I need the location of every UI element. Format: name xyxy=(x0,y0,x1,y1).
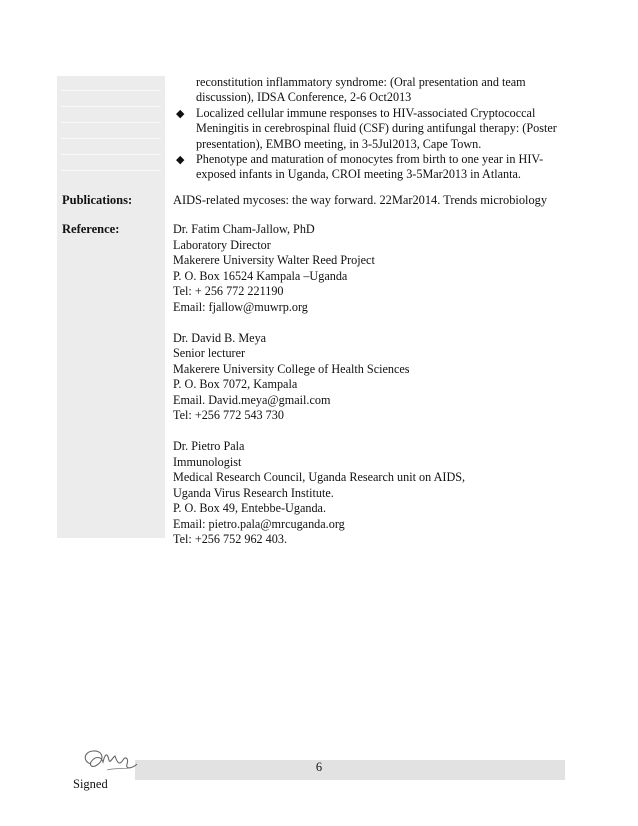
text-line: Email: fjallow@muwrp.org xyxy=(173,299,308,314)
continued-entry xyxy=(196,75,576,106)
text-line: Meningitis in cerebrospinal fluid (CSF) during antifungal therapy: (Poster xyxy=(196,121,557,136)
text-line: discussion), IDSA Conference, 2-6 Oct2013 xyxy=(196,90,412,105)
text-line: Uganda Virus Research Institute. xyxy=(173,485,334,500)
text-line: P. O. Box 7072, Kampala xyxy=(173,377,298,391)
text-line: Medical Research Council, Uganda Research unit on AIDS, xyxy=(173,470,466,484)
divider xyxy=(61,106,161,107)
list-item xyxy=(176,105,576,152)
presentations-list xyxy=(176,75,576,183)
reference-entry xyxy=(173,439,465,548)
reference-name: Dr. Pietro Pala xyxy=(173,439,245,453)
reference-entry xyxy=(173,222,465,315)
divider xyxy=(61,90,161,91)
text-line: Senior lecturer xyxy=(173,346,246,360)
signed-label: Signed xyxy=(73,777,108,791)
text-line: P. O. Box 49, Entebbe-Uganda. xyxy=(173,501,326,515)
text-line: Makerere University Walter Reed Project xyxy=(173,253,375,267)
divider xyxy=(61,170,161,171)
divider xyxy=(61,122,161,123)
text-line: Email. David.meya@gmail.com xyxy=(173,392,331,407)
text-line: Phenotype and maturation of monocytes from birth to one year in HIV- xyxy=(196,152,544,167)
diamond-bullet-icon: ◆ xyxy=(176,107,185,120)
reference-list xyxy=(173,222,465,563)
divider xyxy=(61,154,161,155)
publications-text: AIDS-related mycoses: the way forward. 22Mar2014. Trends microbiology xyxy=(173,193,548,207)
text-line: Tel: + 256 772 221190 xyxy=(173,284,284,298)
text-line: Immunologist xyxy=(173,454,242,469)
diamond-bullet-icon: ◆ xyxy=(176,154,185,167)
label-column-background xyxy=(57,76,165,538)
text-line: Email: pietro.pala@mrcuganda.org xyxy=(173,516,345,531)
page-number: 6 xyxy=(315,760,323,774)
list-item xyxy=(176,152,576,183)
text-line: presentation), EMBO meeting, in 3-5Jul2013, Cape Town. xyxy=(196,136,482,151)
text-line: exposed infants in Uganda, CROI meeting 3-5Mar2013 in Atlanta. xyxy=(196,167,521,182)
reference-name: Dr. David B. Meya xyxy=(173,330,267,345)
text-line: P. O. Box 16524 Kampala –Uganda xyxy=(173,268,348,283)
publications-label: Publications: xyxy=(62,193,133,207)
reference-label: Reference: xyxy=(62,222,120,236)
text-line: Tel: +256 772 543 730 xyxy=(173,408,284,422)
reference-entry xyxy=(173,331,465,424)
text-line: Tel: +256 752 962 403. xyxy=(173,532,288,546)
divider xyxy=(61,138,161,139)
text-line: Localized cellular immune responses to HIV-associated Cryptococcal xyxy=(196,105,536,120)
text-line: Laboratory Director xyxy=(173,237,271,252)
reference-name: Dr. Fatim Cham-Jallow, PhD xyxy=(173,222,315,236)
text-line: reconstitution inflammatory syndrome: (Oral presentation and team xyxy=(196,75,526,89)
text-line: Makerere University College of Health Sciences xyxy=(173,361,410,376)
handwritten-signature-icon xyxy=(77,744,139,776)
